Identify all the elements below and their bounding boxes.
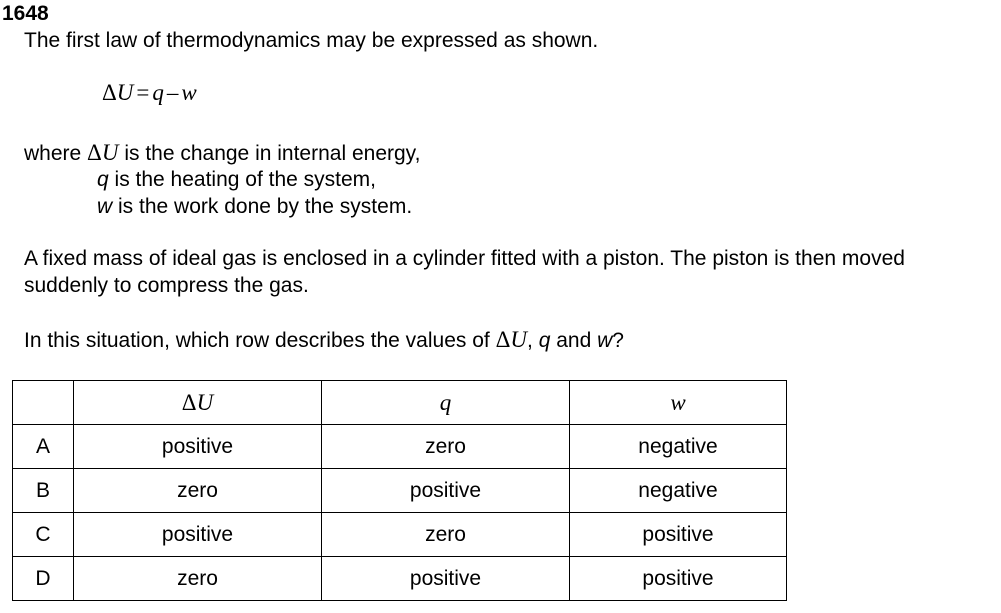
header-q — [322, 381, 570, 425]
prompt-and: and — [556, 329, 592, 352]
header-delta-symbol: Δ — [181, 389, 197, 415]
equation-term2: w — [181, 80, 197, 105]
equation-lhs: U — [116, 80, 134, 105]
delta-u-description: is the change in internal energy, — [124, 142, 421, 165]
prompt-w: w — [597, 329, 613, 352]
equation-minus: – — [166, 80, 179, 105]
delta-var: U — [101, 140, 119, 165]
equation-term1: q — [152, 80, 164, 105]
row-letter: D — [13, 557, 74, 601]
header-w — [570, 381, 787, 425]
definition-w — [97, 195, 412, 219]
row-delta-u: zero — [74, 469, 322, 513]
scenario-line-2: suddenly to compress the gas. — [24, 274, 309, 297]
row-letter: A — [13, 425, 74, 469]
prompt-text: In this situation, which row describes the values of — [24, 329, 490, 352]
row-letter: C — [13, 513, 74, 557]
row-w: negative — [570, 425, 787, 469]
equation-delta: Δ — [102, 80, 117, 105]
header-delta-u — [74, 381, 322, 425]
prompt-comma: , — [527, 329, 533, 352]
definition-delta-u — [24, 141, 420, 166]
row-q: zero — [322, 513, 570, 557]
delta-symbol: Δ — [87, 140, 102, 165]
definition-q — [97, 168, 376, 192]
prompt-end: ? — [612, 329, 624, 352]
table-row[interactable] — [13, 469, 787, 513]
q-var: q — [97, 168, 109, 191]
row-delta-u: positive — [74, 425, 322, 469]
intro-text: The first law of thermodynamics may be expressed as shown. — [24, 29, 599, 52]
prompt-delta-symbol: Δ — [495, 327, 511, 352]
prompt-delta-var: U — [510, 327, 527, 352]
header-w-text: w — [670, 389, 686, 415]
delta-u-symbol — [87, 140, 118, 165]
question-prompt — [24, 328, 624, 353]
where-word: where — [24, 142, 82, 165]
equation-equals: = — [136, 80, 150, 105]
row-delta-u: positive — [74, 513, 322, 557]
prompt-q: q — [538, 329, 551, 352]
q-description: is the heating of the system, — [114, 168, 377, 191]
row-q: zero — [322, 425, 570, 469]
table-header-row — [13, 381, 787, 425]
row-w: negative — [570, 469, 787, 513]
row-q: positive — [322, 557, 570, 601]
table-row[interactable] — [13, 557, 787, 601]
question-number: 1648 — [2, 2, 49, 25]
equation — [102, 81, 197, 105]
header-q-text: q — [439, 389, 452, 415]
header-delta-var: U — [196, 389, 214, 415]
table-row[interactable] — [13, 425, 787, 469]
answer-table — [12, 380, 787, 601]
w-description: is the work done by the system. — [118, 195, 413, 218]
row-q: positive — [322, 469, 570, 513]
table-row[interactable] — [13, 513, 787, 557]
row-letter: B — [13, 469, 74, 513]
row-delta-u: zero — [74, 557, 322, 601]
header-letter-cell — [13, 381, 74, 425]
row-w: positive — [570, 557, 787, 601]
row-w: positive — [570, 513, 787, 557]
prompt-delta-u — [496, 327, 527, 352]
w-var: w — [97, 195, 113, 218]
scenario-line-1: A fixed mass of ideal gas is enclosed in a cylinder fitted with a piston. The piston is then moved — [24, 247, 905, 270]
